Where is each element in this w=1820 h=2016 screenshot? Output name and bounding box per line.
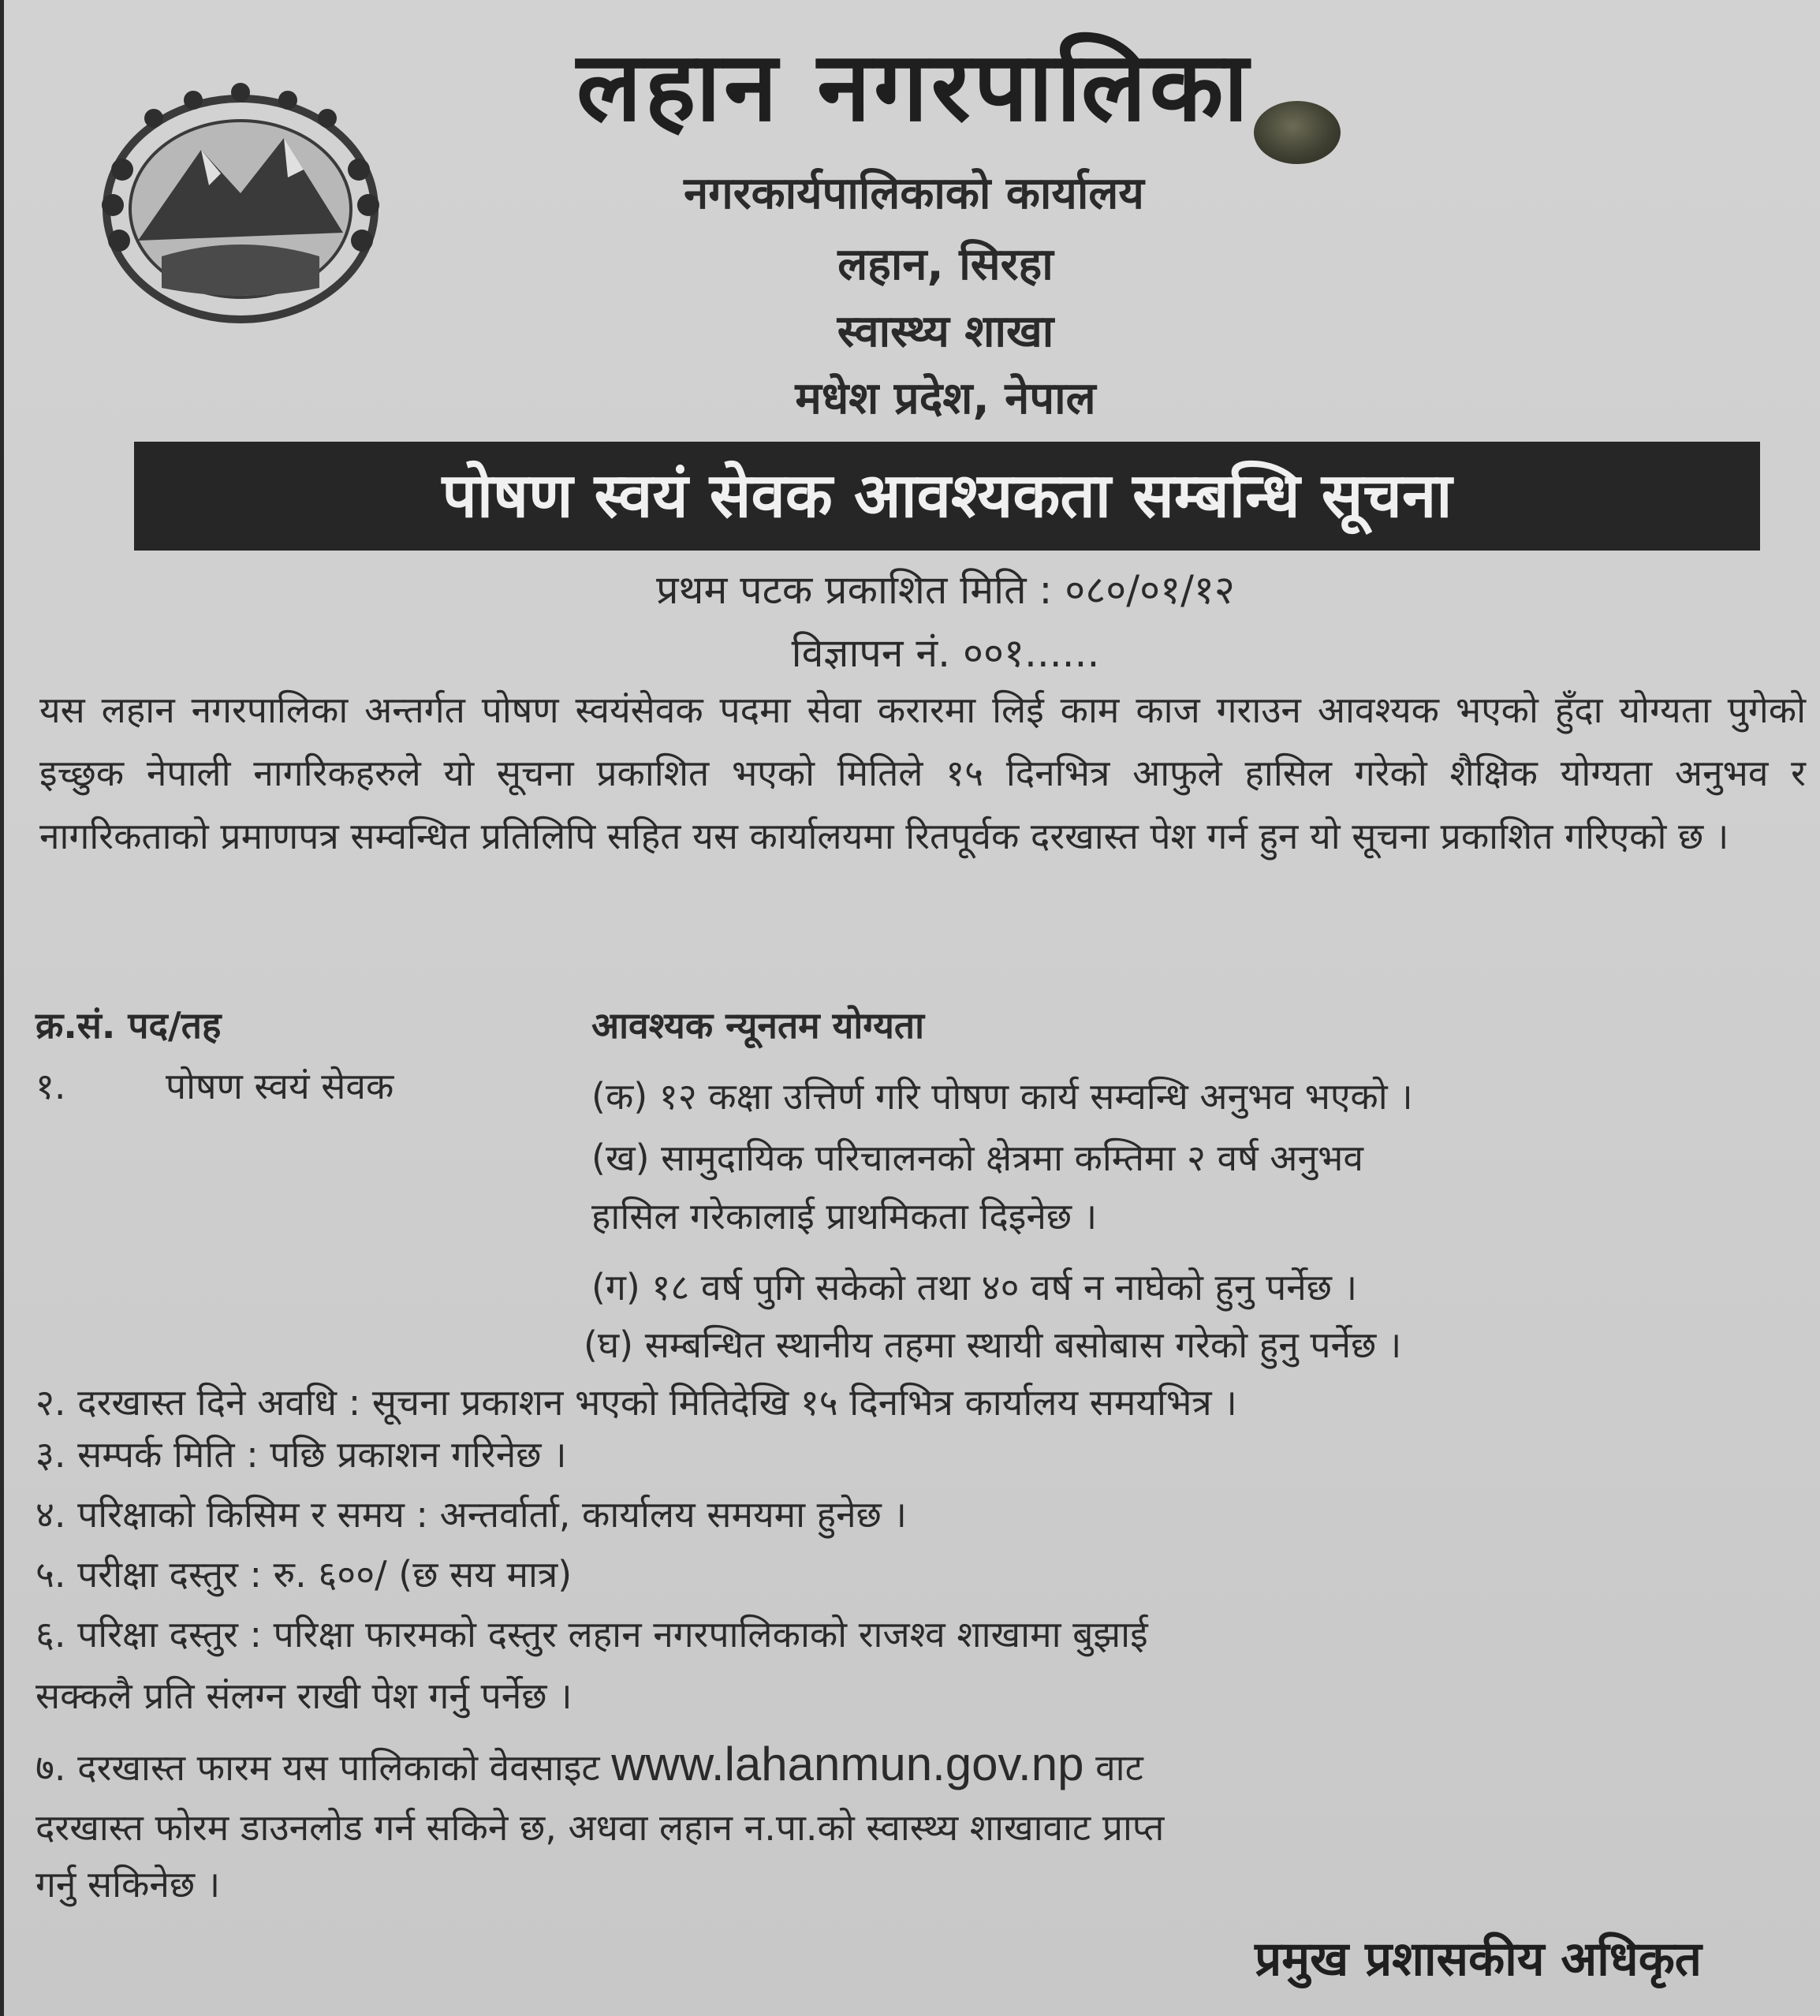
point-item: ६. परिक्षा दस्तुर : परिक्षा फारमको दस्तुर लहान नगरपालिकाको राजश्व शाखामा बुझाई bbox=[35, 1613, 1148, 1656]
intro-paragraph: यस लहान नगरपालिका अन्तर्गत पोषण स्वयंसेवक पदमा सेवा करारमा लिई काम काज गराउन आवश्यक भएको हुँदा योग्यता पुगेको इच्छुक नेपाली नागरिकहरुले यो सूचना प्रकाशित भएको मितिले १५ दिनभित्र आफुले हासिल गरेको शैक्षिक योग्यता अनुभव र नागरिकताको प्रमाणपत्र सम्वन्धित प्रतिलिपि सहित यस कार्यालयमा रितपूर्वक दरखास्त पेश गर्न हुन यो सूचना प्रकाशित गरिएको छ । bbox=[39, 689, 1806, 857]
website-link[interactable]: www.lahanmun.gov.np bbox=[611, 1738, 1084, 1790]
point-item: ५. परीक्षा दस्तुर : रु. ६००/ (छ सय मात्र) bbox=[35, 1553, 572, 1596]
column-header-qualification: आवश्यक न्यूनतम योग्यता bbox=[591, 1004, 925, 1047]
point-7-line-2: दरखास्त फोरम डाउनलोड गर्न सकिने छ, अधवा लहान न.पा.को स्वास्थ्य शाखावाट प्राप्त bbox=[35, 1806, 1165, 1849]
row-serial: १. bbox=[35, 1065, 66, 1107]
branch-name: स्वास्थ्य शाखा bbox=[837, 306, 1054, 357]
point-7-prefix: ७. दरखास्त फारम यस पालिकाको वेवसाइट bbox=[35, 1746, 600, 1789]
advertisement-number: विज्ञापन नं. ००१...... bbox=[791, 630, 1100, 676]
qualification-item: (क) १२ कक्षा उत्तिर्ण गरि पोषण कार्य सम्वन्धि अनुभव भएको । bbox=[591, 1075, 1413, 1118]
point-item: ३. सम्पर्क मिति : पछि प्रकाशन गरिनेछ । bbox=[35, 1433, 567, 1476]
qualification-item: हासिल गरेकालाई प्राथमिकता दिइनेछ । bbox=[591, 1195, 1098, 1238]
qualification-item: (घ) सम्बन्धित स्थानीय तहमा स्थायी बसोबास गरेको हुनु पर्नेछ । bbox=[584, 1323, 1402, 1366]
point-7-line-3: गर्नु सकिनेछ । bbox=[35, 1863, 221, 1906]
qualification-item: (ख) सामुदायिक परिचालनको क्षेत्रमा कम्तिमा २ वर्ष अनुभव bbox=[591, 1137, 1363, 1179]
point-item: सक्कलै प्रति संलग्न राखी पेश गर्नु पर्नेछ । bbox=[35, 1674, 572, 1717]
municipality-title: लहान नगरपालिका bbox=[576, 31, 1252, 143]
qualification-item: (ग) १८ वर्ष पुगि सकेको तथा ४० वर्ष न नाघेको हुनु पर्नेछ । bbox=[591, 1266, 1358, 1309]
signature-title: प्रमुख प्रशासकीय अधिकृत bbox=[1255, 1932, 1702, 1987]
province-name: मधेश प्रदेश, नेपाल bbox=[795, 373, 1096, 424]
point-7-suffix: वाट bbox=[1095, 1746, 1143, 1789]
published-date: प्रथम पटक प्रकाशित मिति : ०८०/०१/१२ bbox=[656, 567, 1235, 613]
row-post: पोषण स्वयं सेवक bbox=[166, 1065, 394, 1107]
point-item: २. दरखास्त दिने अवधि : सूचना प्रकाशन भएको मितिदेखि १५ दिनभित्र कार्यालय समयभित्र । bbox=[35, 1381, 1237, 1424]
office-address: लहान, सिरहा bbox=[837, 239, 1054, 290]
office-name: नगरकार्यपालिकाको कार्यालय bbox=[684, 168, 1144, 219]
point-item: ४. परिक्षाको किसिम र समय : अन्तर्वार्ता, कार्यालय समयमा हुनेछ । bbox=[35, 1493, 907, 1536]
point-7-line-1 bbox=[35, 1737, 1143, 1791]
notice-banner: पोषण स्वयं सेवक आवश्यकता सम्बन्धि सूचना bbox=[134, 442, 1760, 551]
column-header-sn-post: क्र.सं. पद/तह bbox=[35, 1004, 222, 1047]
